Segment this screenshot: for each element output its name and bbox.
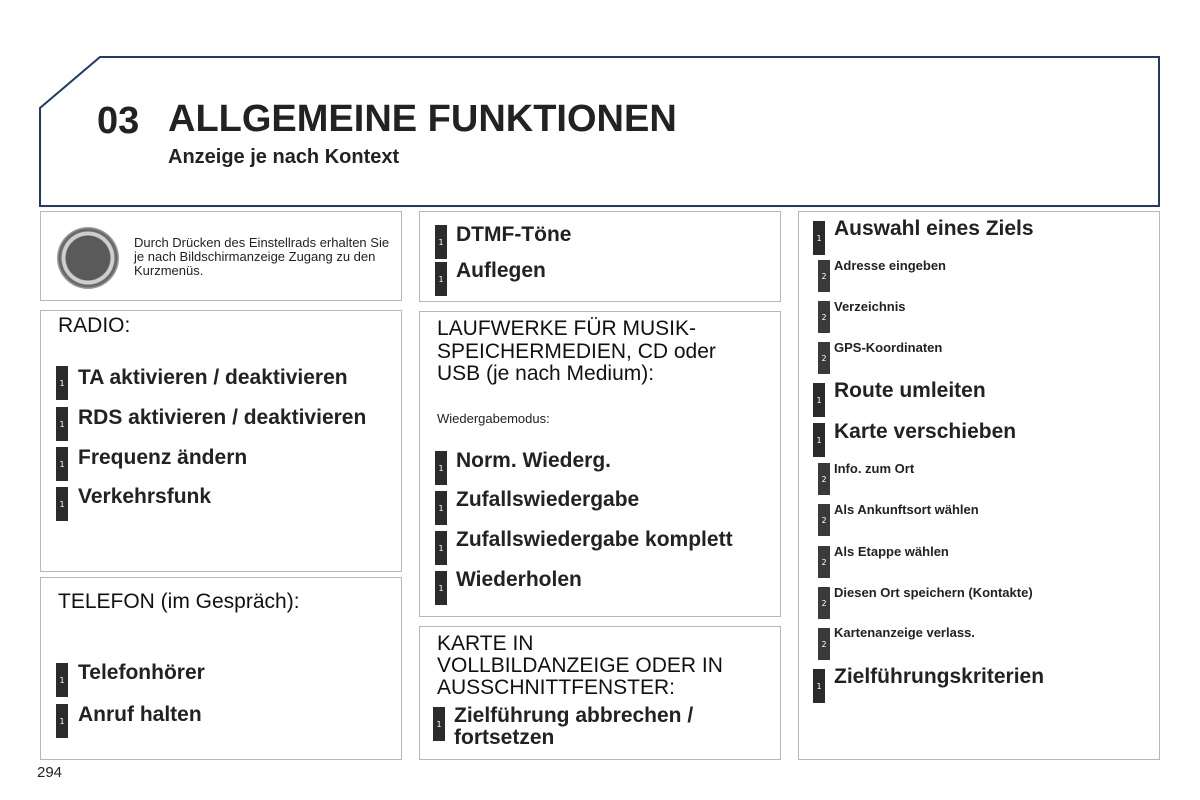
- page-number: 294: [37, 764, 63, 781]
- wiedergabemodus-label: Wiedergabemodus:: [437, 411, 550, 426]
- level-badge: 1: [435, 451, 447, 485]
- nav-item: Auswahl eines Ziels: [834, 217, 1034, 240]
- laufwerke-heading-line: USB (je nach Medium):: [437, 362, 655, 385]
- page-subtitle: Anzeige je nach Kontext: [168, 146, 400, 168]
- nav-subitem: Adresse eingeben: [834, 258, 946, 273]
- telefon-item: Telefonhörer: [78, 661, 205, 684]
- level-badge: 1: [813, 383, 825, 417]
- laufwerke-heading-line: SPEICHERMEDIEN, CD oder: [437, 340, 716, 363]
- page-title: ALLGEMEINE FUNKTIONEN: [168, 98, 677, 140]
- nav-item: Zielführungskriterien: [834, 665, 1045, 688]
- nav-item: Route umleiten: [834, 379, 986, 402]
- radio-heading: RADIO:: [58, 314, 131, 337]
- karte-heading-line: KARTE IN: [437, 632, 534, 655]
- radio-panel: [40, 310, 402, 572]
- nav-subitem: Als Etappe wählen: [834, 544, 949, 559]
- level-badge: 1: [56, 663, 68, 697]
- radio-item: Frequenz ändern: [78, 446, 248, 469]
- dtmf-item: Auflegen: [456, 259, 546, 282]
- level-badge: 1: [435, 225, 447, 259]
- level-badge: 2: [818, 301, 830, 333]
- telefon-item: Anruf halten: [78, 703, 202, 726]
- level-badge: 1: [56, 407, 68, 441]
- level-badge: 2: [818, 463, 830, 495]
- nav-item: Karte verschieben: [834, 420, 1017, 443]
- level-badge: 1: [56, 487, 68, 521]
- laufwerke-heading-line: LAUFWERKE FÜR MUSIK-: [437, 317, 697, 340]
- laufwerke-item: Zufallswiedergabe: [456, 488, 640, 511]
- karte-item-line: Zielführung abbrechen /: [454, 704, 694, 727]
- level-badge: 1: [435, 491, 447, 525]
- chapter-number: 03: [97, 100, 140, 142]
- nav-subitem: Kartenanzeige verlass.: [834, 625, 975, 640]
- karte-heading-line: VOLLBILDANZEIGE ODER IN: [437, 654, 723, 677]
- nav-subitem: GPS-Koordinaten: [834, 340, 943, 355]
- level-badge: 1: [56, 366, 68, 400]
- laufwerke-item: Norm. Wiederg.: [456, 449, 611, 472]
- nav-subitem: Diesen Ort speichern (Kontakte): [834, 585, 1033, 600]
- telefon-heading: TELEFON (im Gespräch):: [58, 590, 300, 613]
- level-badge: 1: [435, 262, 447, 296]
- level-badge: 2: [818, 504, 830, 536]
- knob-icon: [57, 227, 119, 289]
- laufwerke-item: Zufallswiedergabe komplett: [456, 528, 733, 551]
- level-badge: 1: [56, 704, 68, 738]
- level-badge: 1: [813, 669, 825, 703]
- level-badge: 2: [818, 628, 830, 660]
- level-badge: 1: [433, 707, 445, 741]
- level-badge: 1: [813, 221, 825, 255]
- level-badge: 2: [818, 342, 830, 374]
- karte-item-line: fortsetzen: [454, 726, 555, 749]
- radio-item: RDS aktivieren / deaktivieren: [78, 406, 367, 429]
- level-badge: 1: [56, 447, 68, 481]
- level-badge: 1: [435, 531, 447, 565]
- level-badge: 1: [813, 423, 825, 457]
- nav-subitem: Info. zum Ort: [834, 461, 915, 476]
- radio-item: TA aktivieren / deaktivieren: [78, 366, 348, 389]
- level-badge: 2: [818, 260, 830, 292]
- radio-item: Verkehrsfunk: [78, 485, 212, 508]
- level-badge: 1: [435, 571, 447, 605]
- level-badge: 2: [818, 546, 830, 578]
- laufwerke-item: Wiederholen: [456, 568, 582, 591]
- karte-heading-line: AUSSCHNITTFENSTER:: [437, 676, 676, 699]
- level-badge: 2: [818, 587, 830, 619]
- knob-description: Durch Drücken des Einstellrads erhalten Sie je nach Bildschirmanzeige Zugang zu den Kurzmenüs.: [134, 235, 390, 278]
- dtmf-item: DTMF-Töne: [456, 223, 572, 246]
- nav-subitem: Als Ankunftsort wählen: [834, 502, 979, 517]
- nav-subitem: Verzeichnis: [834, 299, 906, 314]
